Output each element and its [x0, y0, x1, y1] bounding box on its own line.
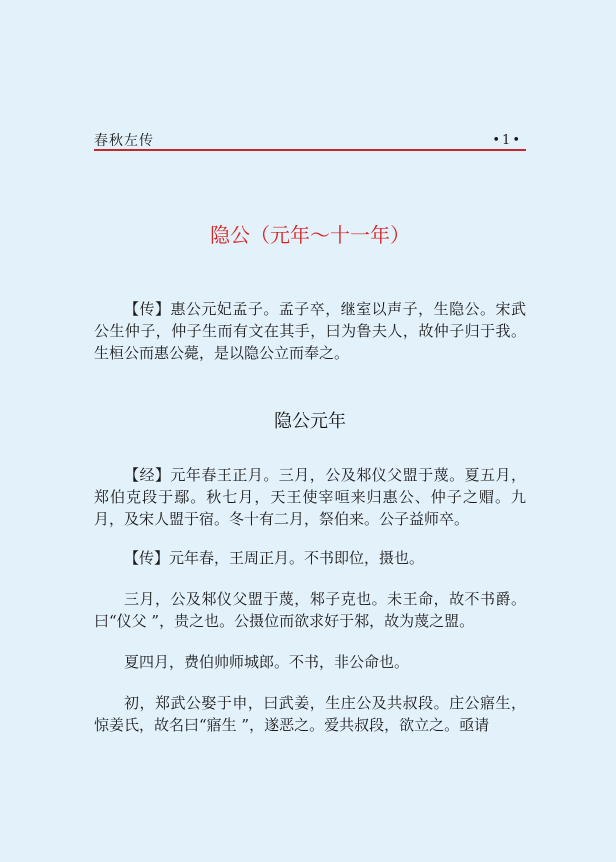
page-number: •1•	[492, 133, 522, 148]
book-title: 春秋左传	[94, 133, 154, 149]
paragraph-third-month: 三月，公及邾仪父盟于蔑，邾子克也。未王命，故不书爵。曰“仪父 ”，贵之也。公摄位而欲求好于邾，故为蔑之盟。	[94, 590, 526, 630]
header-rule	[94, 149, 526, 151]
paragraph-zheng-wugong: 初，郑武公娶于申，曰武姜，生庄公及共叔段。庄公寤生，惊姜氏，故名曰“寤生 ”，遂恶之。爱共叔段，欲立之。亟请	[94, 694, 526, 734]
chapter-title: 隐公（元年～十一年）	[210, 223, 410, 247]
paragraph-zhuan: 【传】元年春，王周正月。不书即位，摄也。	[124, 549, 425, 567]
intro-paragraph: 【传】惠公元妃孟子。孟子卒，继室以声子，生隐公。宋武公生仲子，仲子生而有文在其手，曰为鲁夫人，故仲子归于我。生桓公而惠公薨，是以隐公立而奉之。	[94, 300, 526, 362]
paragraph-fourth-month: 夏四月，费伯帅师城郎。不书，非公命也。	[124, 653, 410, 671]
paragraph-jing: 【经】元年春王正月。三月，公及邾仪父盟于蔑。夏五月，郑伯克段于鄢。秋七月，天王使宰咺来归惠公、仲子之赗。九月，及宋人盟于宿。冬十有二月，祭伯来。公子益师卒。	[94, 466, 526, 528]
running-header	[94, 133, 526, 149]
section-title: 隐公元年	[274, 411, 346, 432]
